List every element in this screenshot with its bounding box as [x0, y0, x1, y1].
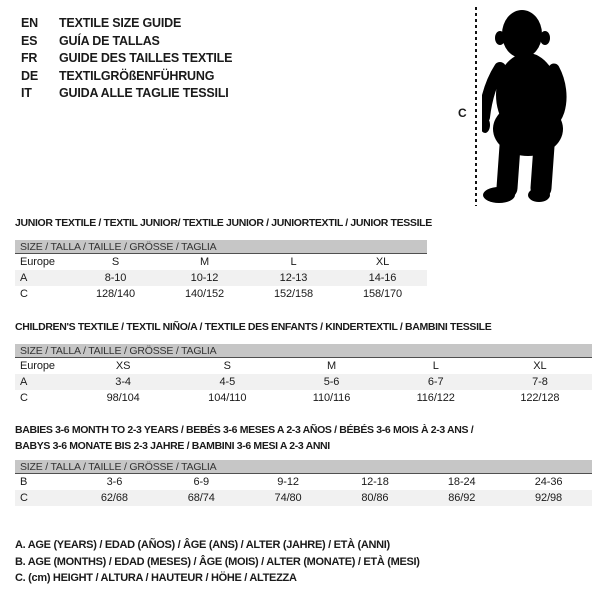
table-row-a [15, 270, 427, 286]
language-code: IT [21, 86, 32, 100]
size-cell: S [111, 256, 120, 268]
legend-line-c: C. (cm) HEIGHT / ALTURA / HAUTEUR / HÖHE / ALTEZZA [15, 572, 297, 584]
row-label: B [20, 476, 28, 488]
size-cell: 10-12 [190, 272, 219, 284]
row-label: C [20, 392, 28, 404]
height-measure-label: C [458, 106, 467, 120]
size-cell: 158/170 [362, 288, 403, 300]
size-cell: 7-8 [532, 376, 548, 388]
language-row-es [21, 33, 232, 51]
size-cell: 5-6 [323, 376, 340, 388]
language-title: GUIDE DES TAILLES TEXTILE [59, 51, 233, 65]
table-row-b [15, 474, 592, 490]
size-cell: M [326, 360, 337, 372]
language-title: GUIDA ALLE TAGLIE TESSILI [59, 86, 229, 100]
size-table-header: SIZE / TALLA / TAILLE / GRÖSSE / TAGLIA [15, 240, 427, 254]
size-cell: 110/116 [312, 392, 351, 404]
size-cell: L [290, 256, 297, 268]
legend-line-b: B. AGE (MONTHS) / EDAD (MESES) / ÂGE (MOIS) / ALTER (MONATE) / ETÀ (MESI) [15, 555, 420, 568]
size-cell: XL [533, 360, 547, 372]
size-cell: 128/140 [95, 288, 136, 300]
table-row-c [15, 390, 592, 406]
size-cell: M [199, 256, 210, 268]
size-cell: 62/68 [100, 492, 128, 504]
size-cell: XS [115, 360, 131, 372]
size-cell: XL [375, 256, 390, 268]
size-cell: 98/104 [106, 392, 140, 404]
size-cell: 80/86 [361, 492, 389, 504]
row-label: A [20, 272, 28, 284]
table-row-europe [15, 358, 592, 374]
size-cell: 86/92 [448, 492, 476, 504]
table-row-a [15, 374, 592, 390]
section-title-children: CHILDREN'S TEXTILE / TEXTIL NIÑO/A / TEXTILE DES ENFANTS / KINDERTEXTIL / BAMBINI TESSILE [15, 321, 492, 333]
size-table-babies [15, 460, 592, 506]
row-label: C [20, 288, 28, 300]
size-cell: 104/110 [208, 392, 247, 404]
size-cell: 122/128 [520, 392, 560, 404]
language-title: TEXTILGRÖßENFÜHRUNG [59, 68, 215, 83]
row-label: Europe [20, 360, 55, 372]
size-cell: L [432, 360, 439, 372]
size-table-header: SIZE / TALLA / TAILLE / GRÖSSE / TAGLIA [15, 460, 592, 474]
language-title: TEXTILE SIZE GUIDE [59, 16, 182, 30]
section-title-babies-line2: BABYS 3-6 MONATE BIS 2-3 JAHRE / BAMBINI 3-6 MESI A 2-3 ANNI [15, 440, 330, 452]
section-title-babies-line1: BABIES 3-6 MONTH TO 2-3 YEARS / BEBÉS 3-6 MESES A 2-3 AÑOS / BÉBÉS 3-6 MOIS À 2-3 ANS / [15, 424, 474, 436]
language-row-de [21, 68, 232, 86]
language-row-fr [21, 50, 232, 68]
size-cell: 68/74 [187, 492, 215, 504]
size-cell: 6-9 [193, 476, 210, 488]
row-label: Europe [20, 256, 55, 268]
size-cell: 3-4 [115, 376, 131, 388]
size-cell: S [223, 360, 231, 372]
size-table-children [15, 344, 592, 406]
size-cell: 6-7 [427, 376, 444, 388]
size-cell: 74/80 [274, 492, 302, 504]
measurement-legend [15, 537, 420, 587]
language-row-en [21, 15, 232, 33]
size-cell: 18-24 [447, 476, 476, 488]
language-code: DE [21, 68, 38, 83]
size-cell: 92/98 [535, 492, 563, 504]
language-code: ES [21, 33, 38, 48]
size-table-junior [15, 240, 427, 302]
size-cell: 152/158 [273, 288, 314, 300]
table-row-c [15, 286, 427, 302]
baby-silhouette-icon [482, 5, 576, 205]
size-cell: 8-10 [104, 272, 127, 284]
size-cell: 116/122 [416, 392, 455, 404]
language-code: FR [21, 51, 38, 65]
language-title: GUÍA DE TALLAS [59, 33, 160, 48]
table-row-c [15, 490, 592, 506]
size-cell: 24-36 [534, 476, 563, 488]
size-cell: 9-12 [277, 476, 299, 488]
section-title-junior: JUNIOR TEXTILE / TEXTIL JUNIOR/ TEXTILE JUNIOR / JUNIORTEXTIL / JUNIOR TESSILE [15, 217, 432, 229]
legend-line-a: A. AGE (YEARS) / EDAD (AÑOS) / ÂGE (ANS) / ALTER (JAHRE) / ETÀ (ANNI) [15, 539, 390, 551]
row-label: C [20, 492, 28, 504]
size-cell: 140/152 [184, 288, 225, 300]
language-code: EN [21, 16, 38, 30]
size-cell: 14-16 [368, 272, 397, 284]
language-header [21, 15, 232, 103]
size-cell: 12-13 [279, 272, 308, 284]
size-cell: 3-6 [106, 476, 123, 488]
height-measure-dashed-line [475, 7, 477, 206]
table-row-europe [15, 254, 427, 270]
size-cell: 12-18 [361, 476, 389, 488]
row-label: A [20, 376, 28, 388]
size-cell: 4-5 [219, 376, 236, 388]
language-row-it [21, 85, 232, 103]
size-table-header: SIZE / TALLA / TAILLE / GRÖSSE / TAGLIA [15, 344, 592, 358]
